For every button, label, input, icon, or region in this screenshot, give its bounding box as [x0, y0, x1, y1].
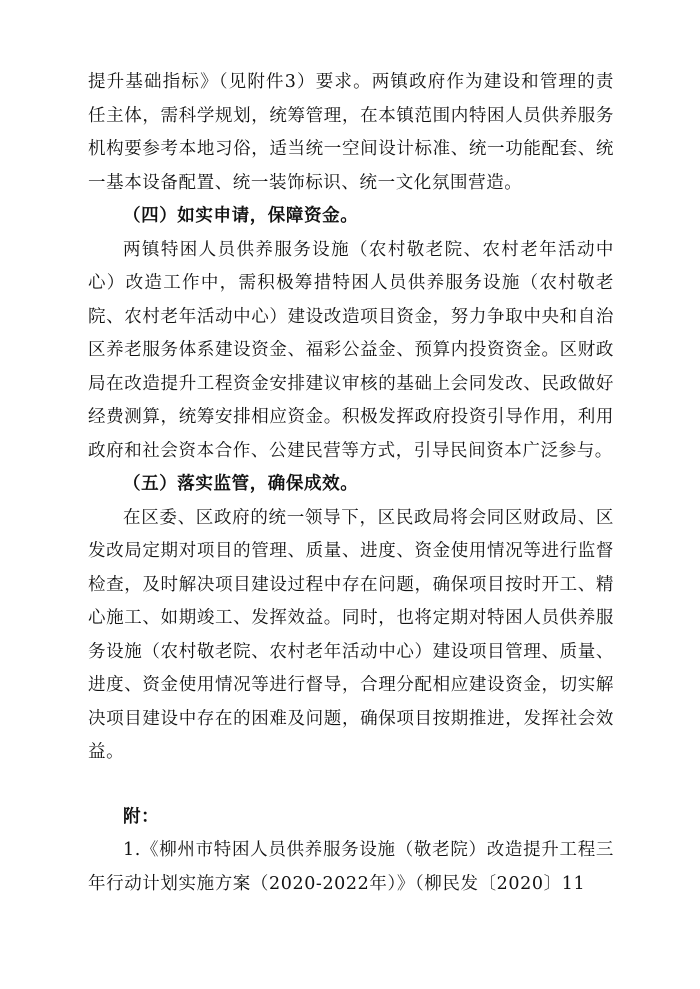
- appendix-title: 附：: [123, 806, 160, 827]
- document-body: [88, 66, 614, 901]
- section-heading-5: （五）落实监管，确保成效。: [123, 474, 359, 494]
- paragraph-funding: 两镇特困人员供养服务设施（农村敬老院、农村老年活动中心）改造工作中，需积极筹措特困人员供养服务设施（农村敬老院、农村老年活动中心）建设改造项目资金，努力争取中央和自治区养老服务体系建设资金、福彩公益金、预算内投资资金。区财政局在改造提升工程资金安排建议审核的基础上会同发改、民政做好经费测算，统筹安排相应资金。积极发挥政府投资引导作用，利用政府和社会资本合作、公建民营等方式，引导民间资本广泛参与。: [88, 239, 614, 461]
- spacer: [88, 770, 614, 801]
- paragraph-supervision: 在区委、区政府的统一领导下，区民政局将会同区财政局、区发改局定期对项目的管理、质量、进度、资金使用情况等进行监督检查，及时解决项目建设过程中存在问题，确保项目按时开工、精心施工、如期竣工、发挥效益。同时，也将定期对特困人员供养服务设施（农村敬老院、农村老年活动中心）建设项目管理、质量、进度、资金使用情况等进行督导，合理分配相应建设资金，切实解决项目建设中存在的困难及问题，确保项目按期推进，发挥社会效益。: [88, 507, 614, 762]
- section-heading-4: （四）如实申请，保障资金。: [123, 206, 359, 226]
- appendix-item-1: 1.《柳州市特困人员供养服务设施（敬老院）改造提升工程三年行动计划实施方案（2020-2022年）》（柳民发〔2020〕11: [88, 840, 614, 894]
- paragraph-continuation: 提升基础指标》（见附件3）要求。两镇政府作为建设和管理的责任主体，需科学规划，统筹管理，在本镇范围内特困人员供养服务机构要参考本地习俗，适当统一空间设计标准、统一功能配套、统一基本设备配置、统一装饰标识、统一文化氛围营造。: [88, 72, 614, 193]
